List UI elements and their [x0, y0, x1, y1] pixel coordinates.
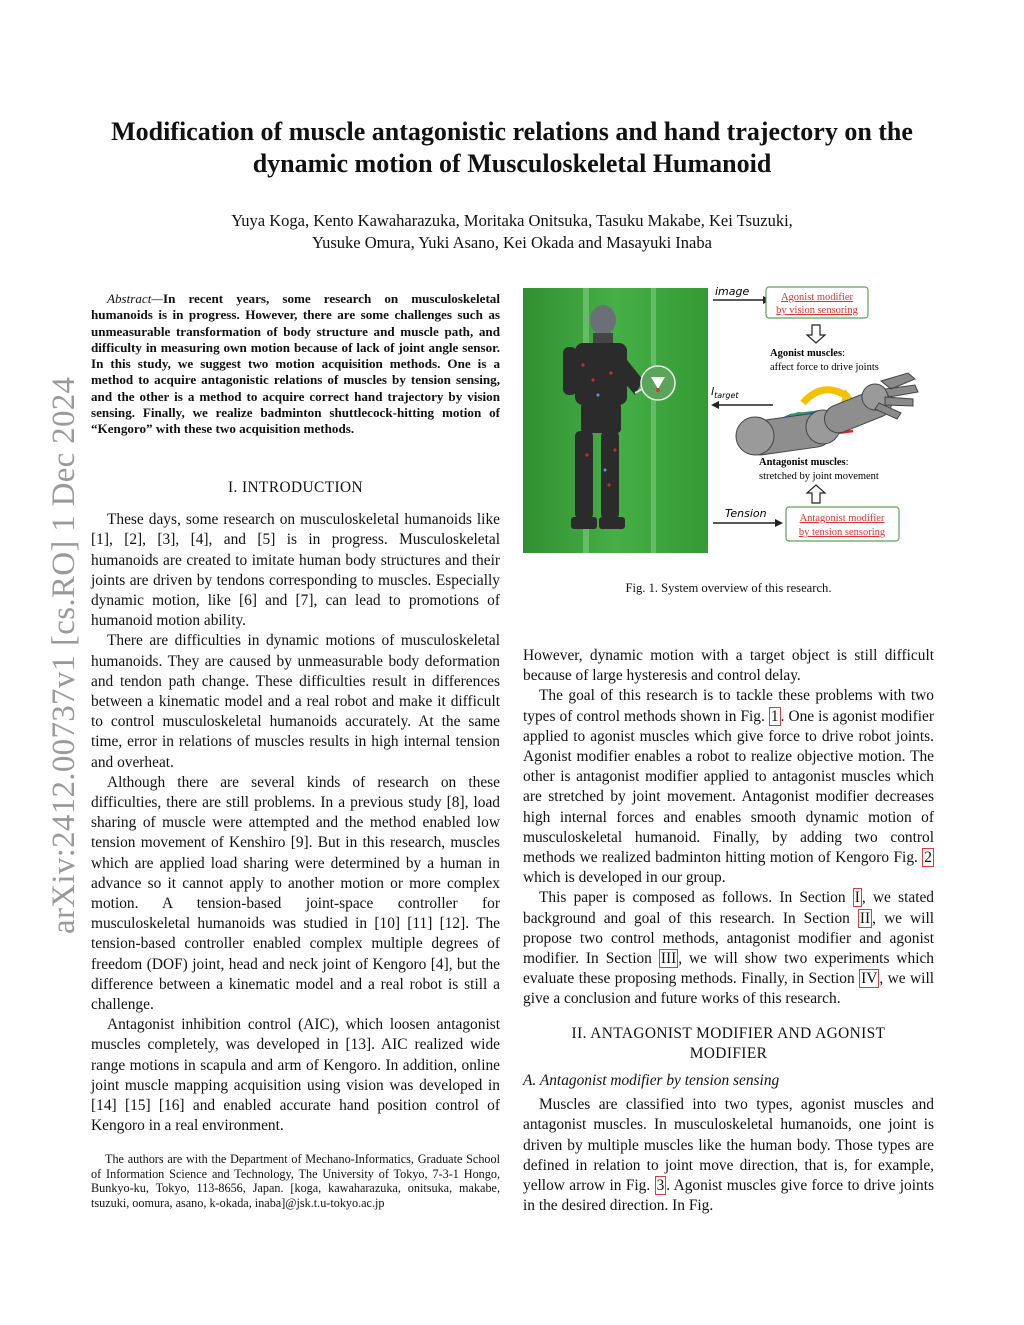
left-column	[91, 478, 500, 1137]
author-line-2: Yusuke Omura, Yuki Asano, Kei Okada and Masayuki Inaba	[312, 233, 712, 252]
label-ltarget: $l_{target}$	[711, 385, 739, 400]
subsection-heading: A. Antagonist modifier by tension sensing	[523, 1072, 780, 1090]
section-2-heading-line: II. ANTAGONIST MODIFIER AND AGONIST	[571, 1024, 886, 1042]
intro-paragraph: These days, some research on musculoskeletal humanoids like [1], [2], [3], [4], and [5] is in progress. Musculoskeletal humanoids are created to imitate human body structures and their joints are driven by tendons corresponding to muscles. Especially dynamic motion, like [6] and [7], can lead to promotions of humanoid motion ability.	[91, 511, 500, 630]
intro-heading: I. INTRODUCTION	[227, 479, 364, 496]
intro-paragraph: Antagonist inhibition control (AIC), which loosen antagonist muscles completely, was developed in [13]. AIC realized wide range motions in scapula and arm of Kengoro. In addition, online joint muscle mapping acquisition using vision was developed in [14] [15] [16] and enabled accurate hand position control of Kengoro in a real environment.	[91, 1016, 500, 1135]
abstract-text: In recent years, some research on musculoskeletal humanoids is in progress. However, there are some challenges such as unmeasurable transformation of body structure and muscle path, and difficulty in measuring own motion because of lack of joint angle sensor. In this study, we suggest two motion acquisition methods. One is a method to acquire antagonistic relations of muscles by tension sensing, and the other is a method to acquire correct hand trajectory by vision sensing. Finally, we realize badminton shuttlecock-hitting motion of “Kengoro” with these two acquisition methods.	[91, 291, 500, 437]
label-image: image	[715, 285, 750, 298]
antagonist-modifier-l1: Antagonist modifier	[799, 513, 885, 524]
footnote-text: The authors are with the Department of Mechano-Informatics, Graduate School of Information Science and Technology, The University of Tokyo, 7-3-1 Hongo, Bunkyo-ku, Tokyo, 113-8656, Japan. [koga, kawaharazuka, onitsuka, makabe, tsuzuki, oomura, asano, k-okada, inaba]@jsk.t.u-tokyo.ac.jp	[91, 1152, 500, 1210]
paper-title: Modification of muscle antagonistic relations and hand trajectory on the dynamic motion of Musculoskeletal Humanoid	[111, 117, 913, 178]
right-paragraph: The goal of this research is to tackle these problems with two types of control methods shown in Fig. 1 . One is agonist modifier applied to agonist muscles which give force to drive robot joints. Agonist modifier enables a robot to realize objective motion. The other is antagonist modifier applied to antagonist muscles which are stretched by joint movement. Antagonist modifier decreases high internal forces and enables smooth dynamic motion of musculoskeletal humanoid. Finally, by adding two control methods we realized badminton hitting motion of Kengoro Fig. 2 which is developed in our group.	[523, 687, 934, 887]
arm-diagram	[736, 373, 918, 457]
down-arrow-icon	[807, 325, 825, 343]
intro-paragraph: There are difficulties in dynamic motions of musculoskeletal humanoids. They are caused by unmeasurable body deformation and tendon path change. These difficulties result in differences between a kinematic model and a real robot and make it difficult to control musculoskeletal humanoids accurately. At the same time, error in relations of muscles results in high internal tension and overheat.	[91, 632, 500, 771]
author-line-1: Yuya Koga, Kento Kawaharazuka, Moritaka Onitsuka, Tasuku Makabe, Kei Tsuzuki,	[231, 211, 793, 230]
right-column	[523, 646, 934, 1216]
fig-ref-link[interactable]: 1	[770, 707, 779, 725]
agonist-desc: affect force to drive joints	[770, 362, 879, 373]
label-tension: Tension	[725, 507, 767, 520]
right-paragraph: However, dynamic motion with a target object is still difficult because of large hysteresis and control delay.	[523, 647, 934, 685]
arxiv-stamp: arXiv:2412.00737v1 [cs.RO] 1 Dec 2024	[46, 376, 82, 934]
fig-ref-link[interactable]: 2	[924, 849, 932, 867]
section-ref-link[interactable]: I	[854, 889, 860, 907]
section-ref-link[interactable]: III	[660, 950, 677, 968]
agonist-modifier-l2: by vision sensoring	[776, 305, 858, 316]
up-arrow-icon	[807, 485, 825, 503]
fig-ref-link[interactable]: 3	[656, 1177, 665, 1195]
section-ref-link[interactable]: II	[859, 909, 871, 927]
right-paragraph: Muscles are classified into two types, agonist muscles and antagonist muscles. In musculoskeletal humanoids, one joint is driven by multiple muscles like the human body. Those types are defined in relation to joint move direction, that is, for example, yellow arrow in Fig. 3 . Agonist muscles give force to drive joints in the desired direction. In Fig.	[523, 1096, 934, 1215]
intro-paragraph: Although there are several kinds of research on these difficulties, there are still problems. In a previous study [8], load sharing of muscle were attempted and the method enabled low tension movement of Kenshiro [9]. But in this research, muscles which are applied load sharing were determined by a human in advance so it cannot apply to another motion or more complex motion. A tension-based joint-space controller for musculoskeletal humanoids was studied in [10] [11] [12]. The tension-based controller enabled complex multiple degrees of freedom (DOF) joint, head and neck joint of Kengoro [4], but the difference between a kinematic model and a real robot is still a challenge.	[91, 773, 500, 1014]
section-ref-link[interactable]: IV	[861, 970, 878, 988]
section-2-heading	[523, 1024, 934, 1064]
agonist-title: Agonist muscles:	[770, 348, 845, 359]
abstract-label: Abstract	[107, 291, 152, 306]
antagonist-modifier-l2: by tension sensoring	[798, 527, 886, 538]
antagonist-desc: stretched by joint movement	[759, 471, 879, 482]
abstract: Abstract—In recent years, some research on musculoskeletal humanoids is in progress. However, there are some challenges such as unmeasurable transformation of body structure and muscle path, and difficulty in measuring own motion because of lack of joint angle sensor. In this study, we suggest two motion acquisition methods. One is a method to acquire antagonistic relations of muscles by tension sensing, and the other is a method to acquire correct hand trajectory by vision sensing. Finally, we realize badminton shuttlecock-hitting motion of “Kengoro” with these two acquisition methods.	[91, 291, 500, 437]
agonist-modifier-l1: Agonist modifier	[780, 292, 854, 303]
section-2-heading-line: MODIFIER	[689, 1044, 768, 1062]
right-paragraph: This paper is composed as follows. In Section I , we stated background and goal of this research. In Section II , we will propose two control methods, antagonist modifier and agonist modifier. In Section III , we will show two experiments which evaluate these proposing methods. Finally, in Section IV , we will give a conclusion and future works of this research.	[523, 889, 935, 1008]
footnote	[91, 1152, 500, 1210]
figure-caption: Fig. 1. System overview of this research.	[625, 581, 832, 595]
figure-1	[523, 285, 938, 560]
author-list	[90, 210, 934, 254]
antagonist-title: Antagonist muscles:	[759, 457, 849, 468]
